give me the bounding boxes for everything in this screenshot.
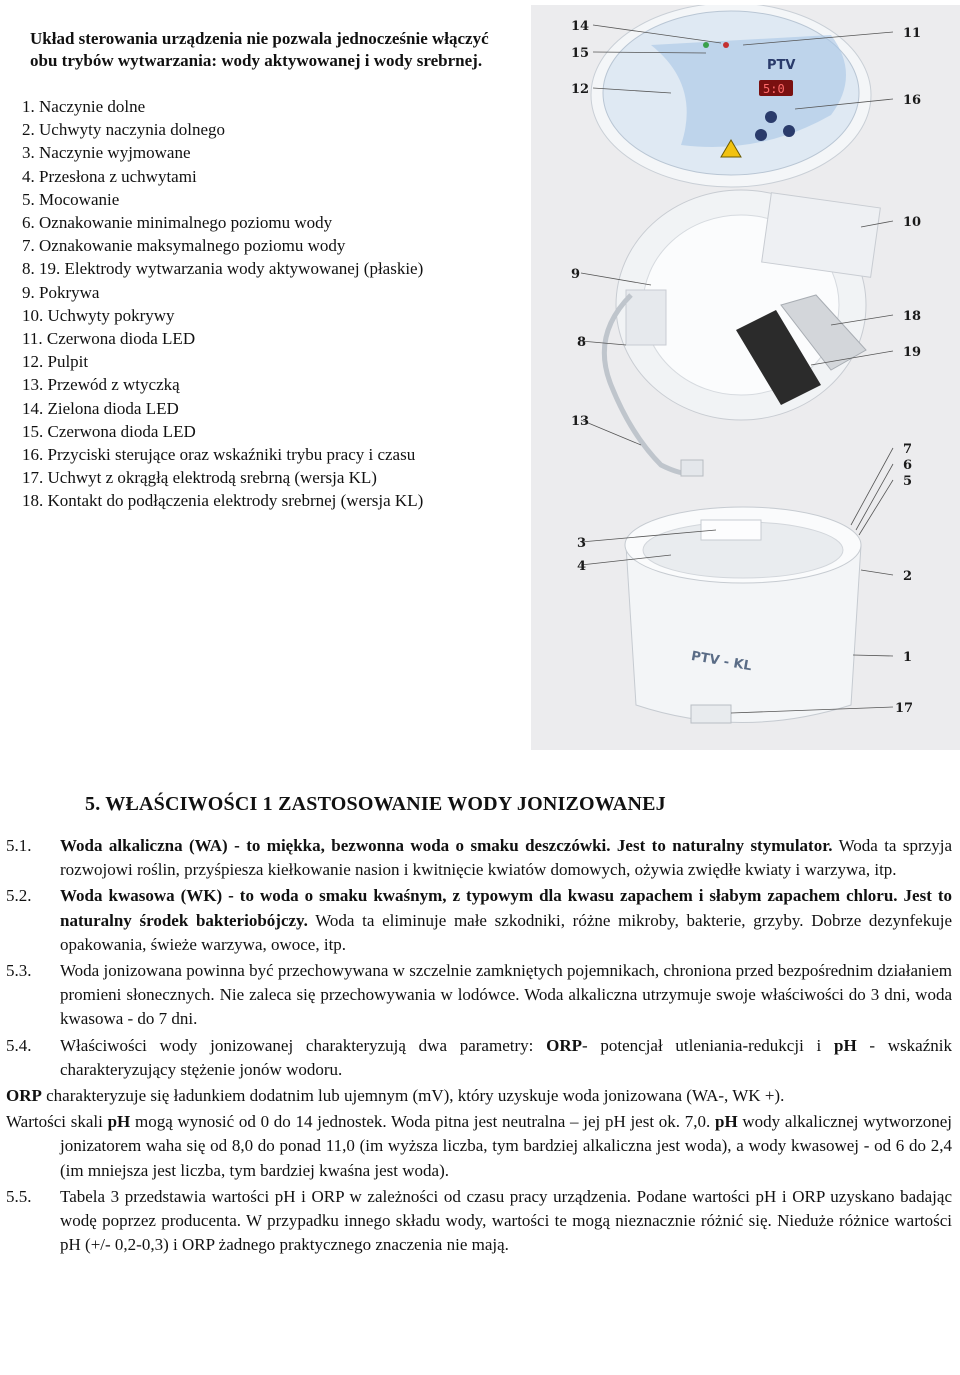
item-text: charakteryzuje się ładunkiem dodatnim lub ujemnym (mV), który uzyskuje woda jonizowana (WA-, WK +). — [41, 1086, 785, 1106]
parts-list-item: 2. Uchwyty naczynia dolnego — [22, 120, 225, 140]
ph-paragraph — [0, 1110, 960, 1183]
section-item-5-5 — [0, 1185, 960, 1258]
parts-list-item: 5. Mocowanie — [22, 189, 120, 209]
callout-label: 16 — [903, 93, 922, 108]
section-body — [0, 834, 960, 1259]
item-text: - wskaźnik charakteryzujący stężenie jonów wodoru. — [60, 1035, 952, 1079]
callout-label: 6 — [903, 458, 913, 473]
callout-label: 3 — [577, 536, 587, 551]
callout-label: 14 — [571, 19, 590, 34]
parts-list-item: 11. Czerwona dioda LED — [22, 329, 196, 349]
item-bold-text: Woda kwasowa (WK) - to woda o smaku kwaśnym, z typowym dla kwasu zapachem i słabym zapachem chloru. Jest to naturalny środek bakteriobójczy. — [60, 886, 952, 930]
vessel-illustration — [625, 507, 861, 723]
ph-term: pH — [833, 1035, 857, 1055]
callout-label: 13 — [571, 414, 590, 429]
parts-list-item: 10. Uchwyty pokrywy — [22, 305, 175, 325]
item-text: wody alkalicznej wytworzonej jonizatorem waha się od 8,0 do ponad 11,0 (im wyższa liczba, tym bardziej alkaliczna jest woda), a wody kwasowej - od 6 do 2,4 (im mniejsza jest liczba, tym bardziej kwaśna jest woda). — [60, 1112, 953, 1180]
item-number: 5.3. — [6, 961, 32, 981]
callout-label: 17 — [895, 701, 914, 716]
panel-button-icon — [783, 125, 795, 137]
item-text: Woda ta eliminuje małe szkodniki, różne mikroby, bakterie, grzyby. Dobrze dezynfekuje opakowania, świeże warzywa, owoce, itp. — [60, 910, 952, 954]
callout-label: 12 — [571, 82, 590, 97]
parts-list-item: 13. Przewód z wtyczką — [22, 375, 180, 395]
callout-label: 15 — [571, 46, 590, 61]
section-item-5-2 — [0, 884, 960, 957]
item-text: Tabela 3 przedstawia wartości pH i ORP w zależności od czasu pracy urządzenia. Podane wartości pH i ORP uzyskano badając wodę poprzez producenta. W przypadku innego składu wody, wartości te mogą nieznacznie różnić się. Nieduże różnice wartości pH (+/- 0,2-0,3) i ORP żadnego praktycznego znaczenia nie mają. — [60, 1186, 952, 1255]
section-item-5-3 — [0, 959, 960, 1032]
callout-label: 8 — [577, 335, 587, 350]
callout-label: 10 — [903, 215, 922, 230]
parts-list-item: 7. Oznakowanie maksymalnego poziomu wody — [22, 236, 346, 256]
parts-list-item: 4. Przesłona z uchwytami — [22, 166, 197, 186]
silver-electrode-holder — [691, 705, 731, 723]
orp-paragraph — [0, 1084, 960, 1108]
section-heading: 5. WŁAŚCIWOŚCI 1 ZASTOSOWANIE WODY JONIZOWANEJ — [85, 793, 666, 815]
ph-term: pH — [107, 1112, 131, 1132]
parts-list-item: 9. Pokrywa — [22, 282, 100, 302]
callout-label: 2 — [903, 569, 913, 584]
parts-list-item: 8. 19. Elektrody wytwarzania wody aktywowanej (płaskie) — [22, 259, 424, 279]
panel-display-value: 5:0 — [763, 82, 785, 96]
item-text: Właściwości wody jonizowanej charakteryzują dwa parametry: — [60, 1035, 547, 1055]
item-text: Woda jonizowana powinna być przechowywana w szczelnie zamkniętych pojemnikach, chroniona przed bezpośrednim działaniem promieni słonecznych. Nie zaleca się przechowywania w lodówce. Woda alkaliczna utrzymuje swoje właściwości do 3 dni, woda kwasowa - do 7 dni. — [60, 961, 952, 1029]
ph-term: pH — [715, 1112, 738, 1132]
panel-button-icon — [765, 111, 777, 123]
parts-list-item: 17. Uchwyt z okrągłą elektrodą srebrną (wersja KL) — [22, 468, 377, 488]
vessel-label: PTV - KL — [689, 648, 753, 675]
control-note: Układ sterowania urządzenia nie pozwala jednocześnie włączyć obu trybów wytwarzania: wody aktywowanej i wody srebrnej. — [30, 29, 489, 70]
orp-term: ORP — [6, 1086, 42, 1106]
red-led-icon — [723, 42, 729, 48]
callout-label: 4 — [577, 559, 587, 574]
section-item-5-1 — [0, 834, 960, 882]
item-text: - potencjał utleniania-redukcji i — [581, 1035, 834, 1055]
control-panel-illustration — [591, 5, 871, 187]
parts-list-item: 15. Czerwona dioda LED — [22, 421, 196, 441]
callout-label: 5 — [903, 474, 913, 489]
parts-list-item: 12. Pulpit — [22, 352, 89, 372]
item-number: 5.1. — [6, 836, 32, 855]
item-text: mogą wynosić od 0 do 14 jednostek. Woda pitna jest neutralna – jej pH jest ok. 7,0. — [130, 1112, 715, 1132]
callout-label: 9 — [571, 267, 581, 282]
parts-list-item: 1. Naczynie dolne — [22, 97, 146, 116]
callout-label: 11 — [903, 26, 922, 41]
item-bold-text: Woda alkaliczna (WA) - to miękka, bezwonna woda o smaku deszczówki. Jest to naturalny stymulator. — [60, 836, 833, 855]
item-text: Wartości skali — [6, 1112, 108, 1132]
parts-list-item: 18. Kontakt do podłączenia elektrody srebrnej (wersja KL) — [22, 491, 424, 511]
item-number: 5.4. — [6, 1035, 32, 1055]
parts-list — [0, 95, 520, 513]
parts-list-item: 16. Przyciski sterujące oraz wskaźniki trybu pracy i czasu — [22, 445, 416, 465]
item-number: 5.5. — [6, 1186, 32, 1206]
item-number: 5.2. — [6, 886, 32, 906]
orp-term: ORP — [546, 1035, 582, 1055]
callout-label: 1 — [903, 650, 913, 665]
green-led-icon — [703, 42, 709, 48]
item-text: Woda ta sprzyja rozwojowi roślin, przyśpiesza kiełkowanie nasion i kwitnięcie kwiatów domowych, ożywia zwiędłe kwiaty i warzywa, itp. — [60, 836, 952, 880]
plug — [681, 460, 703, 476]
lid-illustration — [604, 190, 880, 476]
panel-label: PTV — [767, 58, 796, 73]
panel-button-icon — [755, 129, 767, 141]
parts-list-item: 14. Zielona dioda LED — [22, 398, 179, 418]
parts-list-item: 3. Naczynie wyjmowane — [22, 143, 191, 163]
callout-label: 18 — [903, 309, 922, 324]
section-item-5-4 — [0, 1034, 960, 1082]
callout-label: 7 — [903, 442, 913, 457]
device-exploded-figure — [531, 5, 960, 750]
parts-list-item: 6. Oznakowanie minimalnego poziomu wody — [22, 213, 333, 233]
callout-label: 19 — [903, 345, 922, 360]
